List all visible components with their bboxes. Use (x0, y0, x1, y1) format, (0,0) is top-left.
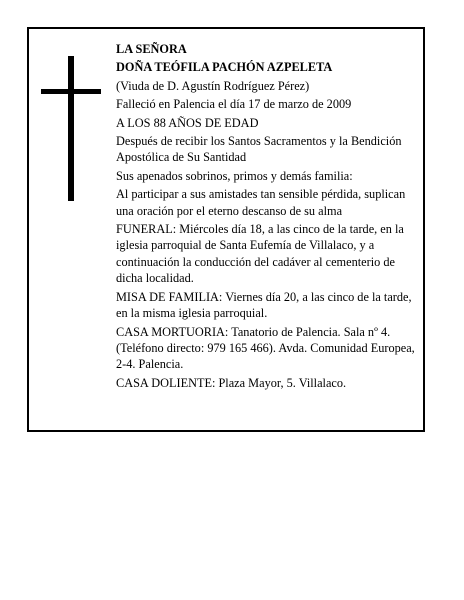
age-line: A LOS 88 AÑOS DE EDAD (116, 115, 259, 130)
notice-title: LA SEÑORA (116, 42, 187, 56)
widow-line: (Viuda de D. Agustín Rodríguez Pérez) (116, 78, 310, 93)
cross-icon (41, 56, 101, 201)
cross-horizontal-bar (41, 89, 101, 94)
home-line: CASA DOLIENTE: Plaza Mayor, 5. Villalaco. (116, 375, 347, 390)
death-line: Falleció en Palencia el día 17 de marzo de 2009 (116, 97, 352, 112)
notice-text (116, 41, 422, 393)
deceased-name: DOÑA TEÓFILA PACHÓN AZPELETA (116, 60, 333, 75)
mass-line: MISA DE FAMILIA: Viernes día 20, a las cinco de la tarde, en la misma iglesia parroquial. (116, 289, 412, 321)
family-line: Sus apenados sobrinos, primos y demás familia: (116, 168, 353, 183)
sacraments-line: Después de recibir los Santos Sacramentos y la Bendición Apostólica de Su Santidad (116, 134, 402, 165)
funeral-line: FUNERAL: Miércoles día 18, a las cinco de la tarde, en la iglesia parroquial de Santa Eufemía de Villalaco, y a continuación la conducción del cadáver al cementerio de dicha localidad. (116, 222, 404, 286)
mortuary-line: CASA MORTUORIA: Tanatorio de Palencia. Sala nº 4. (Teléfono directo: 979 165 466). Avda. Comunidad Europea, 2-4. Palencia. (116, 324, 415, 372)
request-line: Al participar a sus amistades tan sensible pérdida, suplican una oración por el eterno descanso de su alma (116, 187, 406, 218)
obituary-notice (27, 27, 425, 432)
cross-vertical-bar (68, 56, 74, 201)
